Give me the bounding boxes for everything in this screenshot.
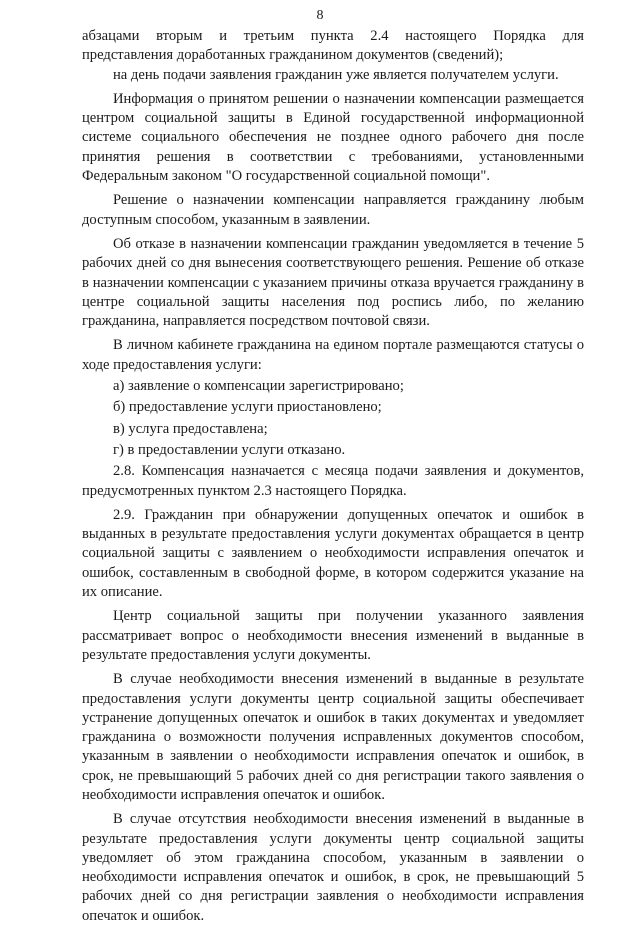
paragraph: на день подачи заявления гражданин уже является получателем услуги. <box>113 66 559 83</box>
word: третьим <box>243 28 295 44</box>
paragraph: В случае необходимости внесения изменений в выданные в результате предоставления услуги документы центр социальной защиты обеспечивает устранение допущенных опечаток и ошибок в таких документах и уведомляет гражданина о возможности получения исправленных документов способом, указанным в заявлении о необходимости исправления опечаток и ошибок, в срок, не превышающий 5 рабочих дней со дня регистрации такого заявления о необходимости исправления опечаток и ошибок. <box>82 671 584 803</box>
paragraph-continuation-line <box>82 27 584 46</box>
paragraph-continuation: представления доработанных гражданином документов (сведений); <box>82 47 504 64</box>
paragraph: В личном кабинете гражданина на едином портале размещаются статусы о ходе предоставления услуги: <box>82 337 584 373</box>
status-list-item: в) услуга предоставлена; <box>113 420 268 437</box>
word: и <box>219 28 227 44</box>
paragraph: Решение о назначении компенсации направляется гражданину любым доступным способом, указанным в заявлении. <box>82 192 584 228</box>
status-list-item: а) заявление о компенсации зарегистрировано; <box>113 378 404 395</box>
paragraph: 2.9. Гражданин при обнаружении допущенных опечаток и ошибок в выданных в результате предоставления услуги документах обращается в центр социальной защиты с заявлением о необходимости исправления опечаток и ошибок, составленным в свободной форме, в котором содержится указание на их описание. <box>82 506 584 601</box>
paragraph: Об отказе в назначении компенсации гражданин уведомляется в течение 5 рабочих дней со дня вынесения соответствующего решения. Решение об отказе в назначении компенсации с указанием причины отказа вручается гражданину в центре социальной защиты населения под роспись либо, по желанию гражданина, направляется посредством почтовой связи. <box>82 235 584 330</box>
paragraph: В случае отсутствия необходимости внесения изменений в выданные в результате предоставления услуги документы центр социальной защиты уведомляет об этом гражданина способом, указанным в заявлении о необходимости исправления опечаток и ошибок, в срок, не превышающий 5 рабочих дней со дня регистрации заявления о необходимости исправления опечаток и ошибок. <box>82 811 584 924</box>
word: пункта <box>310 28 354 44</box>
status-list-item: г) в предоставлении услуги отказано. <box>113 441 346 458</box>
word: Порядка <box>493 28 546 44</box>
word: 2.4 <box>370 28 389 44</box>
paragraph: 2.8. Компенсация назначается с месяца подачи заявления и документов, предусмотренных пунктом 2.3 настоящего Порядка. <box>82 463 584 499</box>
paragraph: Центр социальной защиты при получении указанного заявления рассматривает вопрос о необходимости внесения изменений в выданные в результате предоставления услуги документы. <box>82 608 584 663</box>
word: для <box>562 28 584 44</box>
paragraph: Информация о принятом решении о назначении компенсации размещается центром социальной защиты в Единой государственной информационной системе социального обеспечения не позднее одного рабочего дня после принятия решения в соответствии с требованиями, установленными Федеральным законом "О государственной социальной помощи". <box>82 90 584 185</box>
word: вторым <box>156 28 203 44</box>
page-number: 8 <box>316 8 324 23</box>
status-list-item: б) предоставление услуги приостановлено; <box>113 399 382 416</box>
word: абзацами <box>82 28 140 44</box>
word: настоящего <box>405 28 477 44</box>
document-body <box>82 27 584 926</box>
